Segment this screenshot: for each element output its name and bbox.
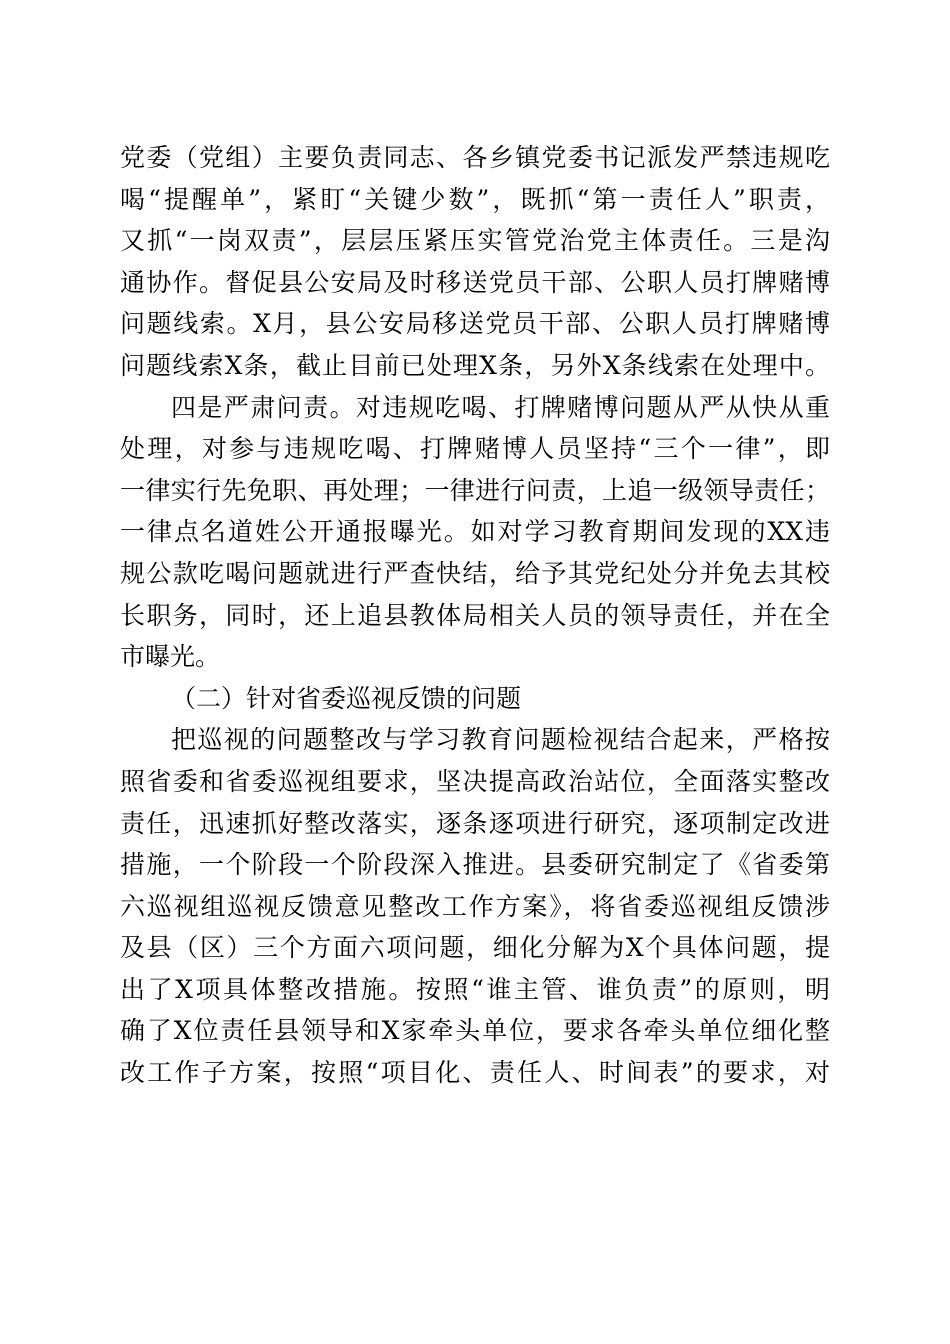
text-line: 责任，迅速抓好整改落实，逐条逐项进行研究，逐项制定改进 [120, 808, 830, 838]
text-line: 规公款吃喝问题就进行严查快结，给予其党纪处分并免去其校 [120, 558, 830, 588]
text-line: 通协作。督促县公安局及时移送党员干部、公职人员打牌赌博 [120, 267, 830, 297]
text-line: 喝“提醒单”，紧盯“关键少数”，既抓“第一责任人”职责， [120, 184, 830, 214]
section-heading: （二）针对省委巡视反馈的问题 [171, 683, 522, 713]
text-line: 六巡视组巡视反馈意见整改工作方案》，将省委巡视组反馈涉 [120, 891, 830, 921]
text-line: 问题线索。X月，县公安局移送党员干部、公职人员打牌赌博 [120, 309, 830, 339]
text-line: 党委（党组）主要负责同志、各乡镇党委书记派发严禁违规吃 [120, 143, 830, 172]
text-line: 又抓“一岗双责”，层层压紧压实管党治党主体责任。三是沟 [120, 226, 830, 256]
text-line: 一律点名道姓公开通报曝光。如对学习教育期间发现的XX违 [120, 517, 830, 547]
paragraph-start-line: 把巡视的问题整改与学习教育问题检视结合起来，严格按 [171, 725, 830, 755]
text-line: 及县（区）三个方面六项问题，细化分解为X个具体问题，提 [120, 933, 830, 963]
text-line: 一律实行先免职、再处理；一律进行问责，上追一级领导责任； [120, 475, 830, 505]
paragraph-start-line: 四是严肃问责。对违规吃喝、打牌赌博问题从严从快从重 [171, 392, 830, 422]
document-body [120, 137, 830, 1094]
text-line: 照省委和省委巡视组要求，坚决提高政治站位，全面落实整改 [120, 766, 830, 796]
text-line: 处理，对参与违规吃喝、打牌赌博人员坚持“三个一律”，即 [120, 434, 830, 464]
text-line: 问题线索X条，截止目前已处理X条，另外X条线索在处理中。 [120, 350, 830, 380]
text-line: 措施，一个阶段一个阶段深入推进。县委研究制定了《省委第 [120, 850, 830, 880]
text-line: 出了X项具体整改措施。按照“谁主管、谁负责”的原则，明 [120, 974, 830, 1004]
paragraph-end-line: 市曝光。 [120, 642, 221, 672]
text-line: 长职务，同时，还上追县教体局相关人员的领导责任，并在全 [120, 600, 830, 630]
text-line: 确了X位责任县领导和X家牵头单位，要求各牵头单位细化整 [120, 1016, 830, 1046]
text-line: 改工作子方案，按照“项目化、责任人、时间表”的要求，对 [120, 1058, 830, 1088]
